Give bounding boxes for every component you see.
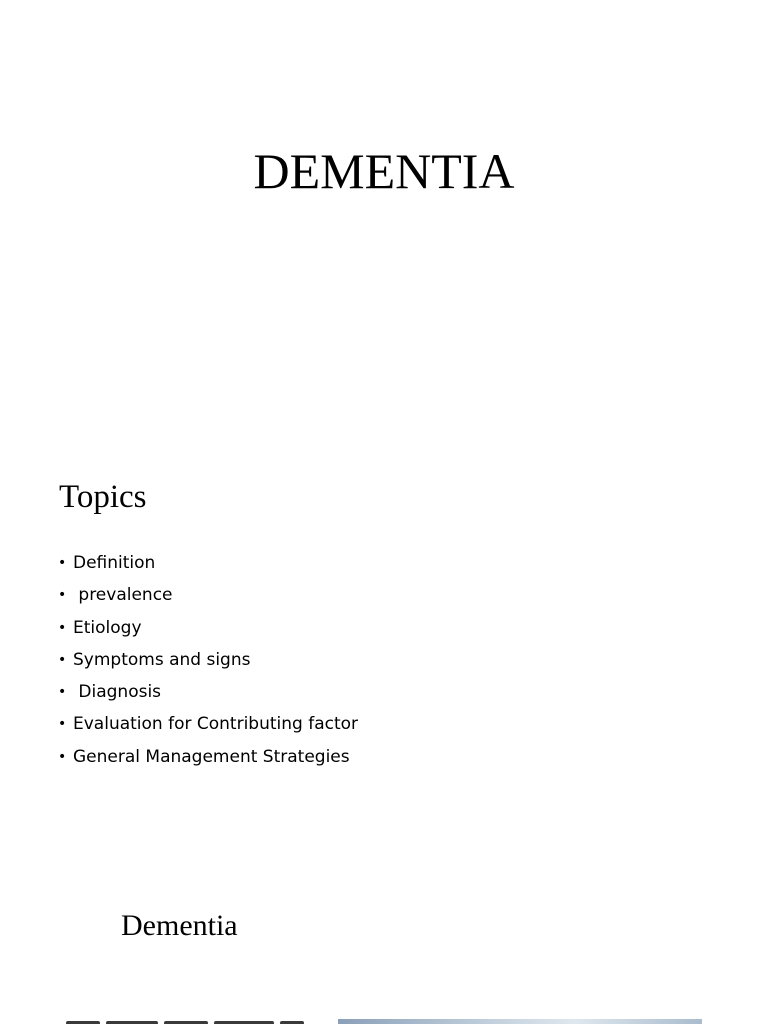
list-item-text: Symptoms and signs [73, 649, 251, 670]
bullet-icon: • [58, 684, 67, 701]
list-item [58, 678, 358, 710]
slide-image [338, 1019, 702, 1024]
list-item [58, 743, 358, 775]
list-item-text: Definition [73, 553, 156, 573]
slide-title-topics: Topics [59, 479, 147, 515]
bullet-icon: • [58, 748, 67, 765]
bullet-icon: • [58, 619, 67, 636]
bullet-icon: • [58, 716, 67, 733]
list-item [58, 549, 358, 581]
slide-title-dementia-section: Dementia [121, 909, 238, 942]
cut-off-text-line [66, 1016, 326, 1024]
slide-title-dementia: DEMENTIA [253, 143, 515, 199]
list-item-text: General Management Strategies [73, 746, 350, 767]
bullet-icon: • [58, 651, 67, 668]
list-item [58, 710, 358, 742]
list-item-text: Evaluation for Contributing factor [73, 714, 359, 735]
list-item-text: Etiology [73, 617, 142, 638]
bullet-icon: • [58, 587, 67, 604]
list-item [58, 581, 358, 613]
list-item-text: Diagnosis [73, 682, 162, 703]
list-item [58, 646, 358, 678]
list-item [58, 614, 358, 646]
bullet-icon: • [58, 555, 67, 571]
topics-list [58, 549, 358, 775]
list-item-text: prevalence [73, 585, 173, 606]
